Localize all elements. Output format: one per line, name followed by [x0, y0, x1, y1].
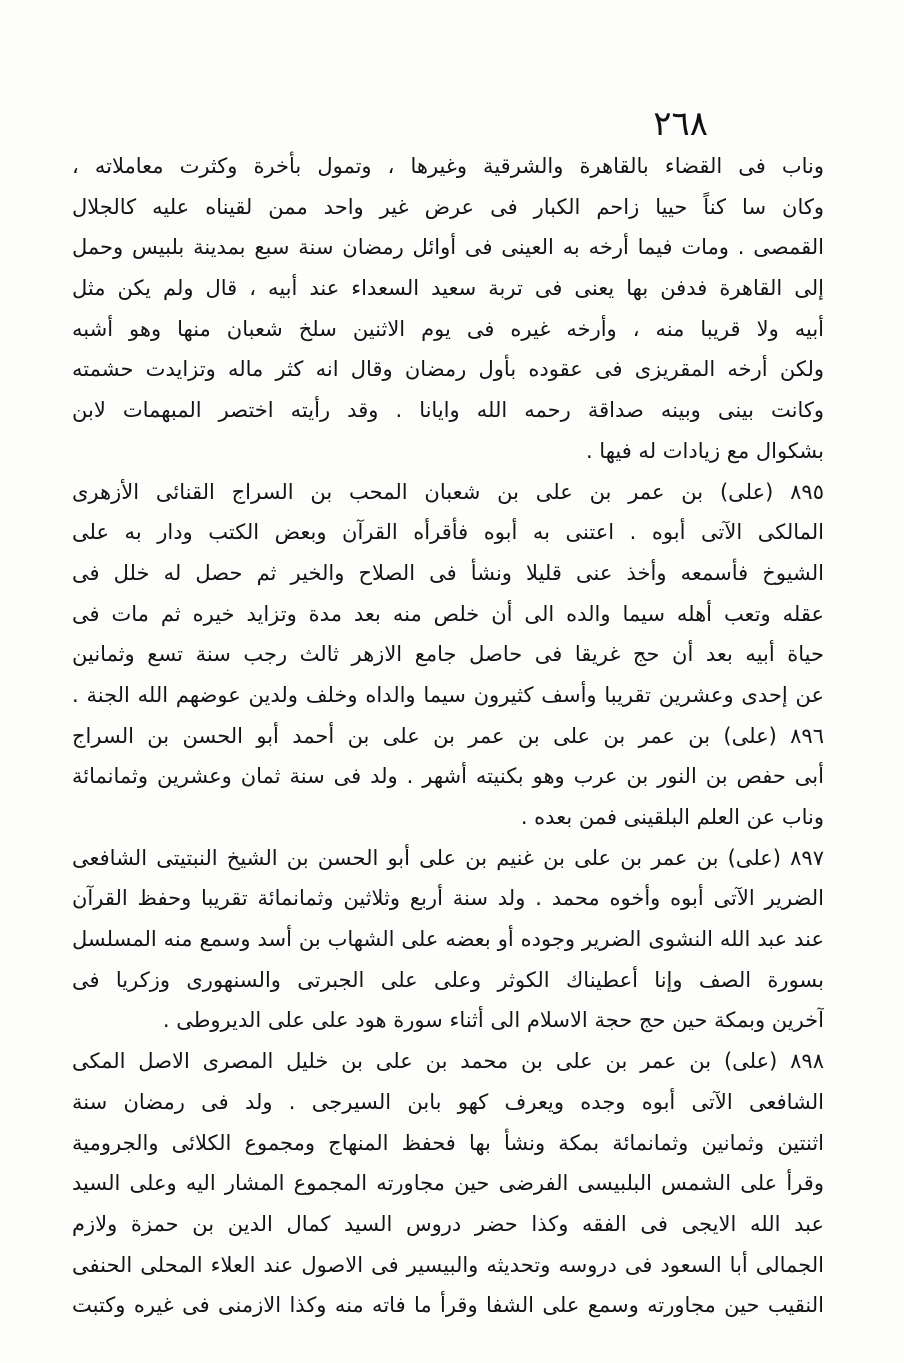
- text-line: آخرين وبمكة حين حج حجة الاسلام الى أثناء سورة هود على على الديروطى .: [162, 1008, 824, 1033]
- text-line: بسورة الصف وإنا أعطيناك الكوثر وعلى على الجبرتى والسنهورى وزكريا فى: [72, 967, 824, 992]
- text-line: ولكن أرخه المقريزى فى عقوده بأول رمضان وقال انه كثر ماله وتزايدت حشمته: [72, 357, 824, 382]
- text-line: ٨٩٦ (على) بن عمر بن على بن عمر بن على بن أحمد أبو الحسن بن السراج: [72, 723, 824, 748]
- text-line: ٨٩٥ (على) بن عمر بن على بن شعبان المحب بن السراج القنائى الأزهرى: [72, 479, 824, 504]
- body-text: [72, 146, 824, 1326]
- text-line: وناب عن العلم البلقينى فمن بعده .: [520, 805, 824, 829]
- text-line: عن إحدى وعشرين تقريبا وأسف كثيرون سيما والداه وخلف ولدين عوضهم الله الجنة .: [72, 682, 824, 707]
- text-line: ٨٩٧ (على) بن عمر بن على بن غنيم بن على أبو الحسن بن الشيخ النبتيتى الشافعى: [72, 845, 824, 870]
- text-line: اثنتين وثمانين وثمانمائة بمكة ونشأ بها فحفظ المنهاج ومجموع الكلائى والجرومية: [72, 1130, 824, 1155]
- text-line: النقيب حين مجاورته وسمع على الشفا وقرأ ما فاته منه وكذا الازمنى فى غيره وكتبت: [72, 1293, 824, 1318]
- text-line: أبيه ولا قريبا منه ، وأرخه غيره فى يوم الاثنين سلخ شعبان منها وهو أشبه: [72, 316, 824, 341]
- text-line: عند عبد الله النشوى الضرير وجوده أو بعضه على الشهاب بن أسد وسمع منه المسلسل: [72, 927, 824, 952]
- text-line: وناب فى القضاء بالقاهرة والشرقية وغيرها ، وتمول بأخرة وكثرت معاملاته ،: [72, 154, 824, 178]
- text-line: إلى القاهرة فدفن بها يعنى فى تربة سعيد السعداء عند أبيه ، قال ولم يكن مثل: [72, 276, 824, 301]
- text-line: الجمالى أبا السعود فى دروسه وتحديثه والبيسير فى الاصول عند العلاء المحلى الحنفى: [72, 1252, 824, 1277]
- page-number: ٢٦٨: [653, 104, 708, 144]
- text-line: الشيوخ فأسمعه وأخذ عنى قليلا ونشأ فى الصلاح والخير ثم حصل له خلل فى: [72, 560, 824, 585]
- text-line: بشكوال مع زيادات له فيها .: [585, 438, 824, 463]
- text-line: الضرير الآتى أبوه وأخوه محمد . ولد سنة أربع وثلاثين وثمانمائة تقريبا وحفظ القرآن: [72, 886, 824, 911]
- text-line: أبى حفص بن النور بن عرب وهو بكنيته أشهر . ولد فى سنة ثمان وعشرين وثمانمائة: [72, 764, 824, 789]
- text-line: وقرأ على الشمس البلبيسى الفرضى حين مجاورته المجموع المشار اليه وعلى السيد: [72, 1171, 824, 1196]
- text-line: المالكى الآتى أبوه . اعتنى به أبوه فأقرأه القرآن وبعض الكتب ودار به على: [72, 520, 824, 545]
- text-line: ٨٩٨ (على) بن عمر بن على بن محمد بن على بن خليل المصرى الاصل المكى: [72, 1049, 824, 1074]
- text-line: وكان سا كناً حييا زاحم الكبار فى عرض غير واحد ممن لقيناه عليه كالجلال: [72, 194, 824, 219]
- text-line: عبد الله الايجى فى الفقه وكذا حضر دروس السيد كمال الدين بن حمزة ولازم: [72, 1211, 824, 1236]
- text-line: وكانت بينى وبينه صداقة رحمه الله وايانا . وقد رأيته اختصر المبهمات لابن: [72, 398, 824, 423]
- text-line: القمصى . ومات فيما أرخه به العينى فى أوائل رمضان سنة سبع بمدينة بلبيس وحمل: [72, 235, 824, 260]
- text-line: عقله وتعب أهله سيما والده الى أن خلص منه بعد مدة وتزايد خيره ثم مات فى: [72, 601, 824, 626]
- text-line: الشافعى الآتى أبوه وجده ويعرف كهو بابن السيرجى . ولد فى رمضان سنة: [72, 1089, 824, 1114]
- text-line: حياة أبيه بعد أن حج غريقا فى حاصل جامع الازهر ثالث رجب سنة تسع وثمانين: [72, 642, 824, 667]
